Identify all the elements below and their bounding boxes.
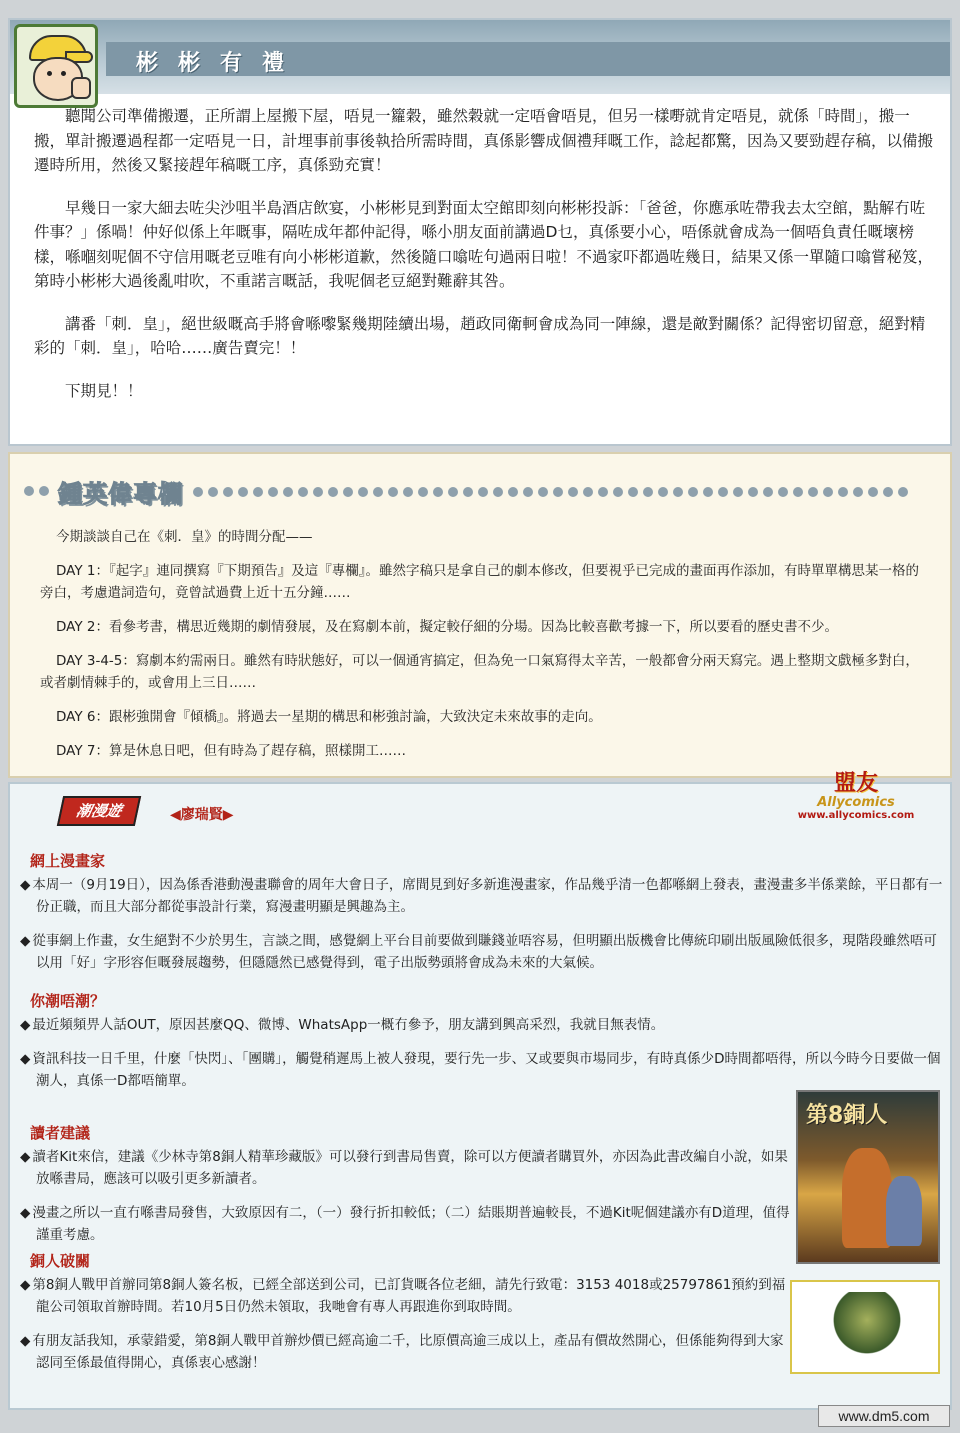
- dot-icon: [193, 487, 203, 497]
- eye-icon: [47, 71, 52, 76]
- eye-icon: [61, 71, 66, 76]
- dot-icon: [703, 487, 713, 497]
- dot-icon: [493, 487, 503, 497]
- dot-icon: [283, 487, 293, 497]
- logo-latin: Allycomics: [817, 795, 895, 810]
- dot-icon: [388, 487, 398, 497]
- dot-icon: [538, 487, 548, 497]
- column-body: [34, 104, 938, 421]
- monk-figure-icon: [842, 1148, 892, 1248]
- dot-icon: [823, 487, 833, 497]
- dot-icon: [268, 487, 278, 497]
- paragraph: DAY 2：看參考書，構思近幾期的劇情發展，及在寫劇本前，擬定較仔細的分場。因為比較喜歡考據一下，所以要看的歷史書不少。: [56, 619, 838, 635]
- book-cover-image: [796, 1090, 940, 1264]
- column-badge: 潮漫遊: [57, 796, 141, 826]
- dot-icon: [568, 487, 578, 497]
- paragraph: DAY 6：跟彬強開會『傾橋』。將過去一星期的構思和彬強討論，大致決定未來故事的走向。: [56, 709, 602, 725]
- dot-icon: [358, 487, 368, 497]
- dot-icon: [793, 487, 803, 497]
- list-item: ◆ 讀者Kit來信，建議《少林寺第8銅人精華珍藏版》可以發行到書局售賣，除可以方便讀者購買外，亦因為此書改編自小說，如果放喺書局，應該可以吸引更多新讀者。: [20, 1146, 790, 1190]
- paragraph: 聽聞公司準備搬遷，正所謂上屋搬下屋，唔見一籮穀，雖然穀就一定唔會唔見，但另一樣嘢就肯定唔見，就係「時間」，搬一搬，單計搬遷過程都一定唔見一日，計埋事前事後執拾所需時間，真係影響成個禮拜嘅工作，諗起都驚，因為又要勁趕存稿，以備搬遷時所用，然後又緊接趕年稿嘅工序，真係勁充實！: [34, 107, 934, 174]
- paragraph: DAY 1：『起字』連同撰寫『下期預告』及這『專欄』。雖然字稿只是拿自己的劇本修改，但要視乎已完成的畫面再作添加，有時單單構思某一格的旁白，考慮遣詞造句，竟曾試過費上近十五分鐘……: [40, 563, 919, 601]
- writer-column-header: [24, 474, 913, 508]
- dot-icon: [673, 487, 683, 497]
- warrior-figure-icon: [832, 1292, 902, 1362]
- paragraph: 今期談談自己在《刺．皇》的時間分配——: [56, 529, 313, 545]
- dot-icon: [838, 487, 848, 497]
- dot-icon: [39, 486, 49, 496]
- group-heading: 銅人破關: [30, 1252, 91, 1270]
- dot-icon: [718, 487, 728, 497]
- dot-icon: [778, 487, 788, 497]
- dot-icon: [508, 487, 518, 497]
- group-heading: 你潮唔潮？: [30, 992, 106, 1010]
- group-online-artists: [20, 850, 948, 986]
- dot-icon: [418, 487, 428, 497]
- group-heading: 讀者建議: [30, 1124, 91, 1142]
- logo-url: www.allycomics.com: [797, 810, 915, 821]
- group-heading: 網上漫畫家: [30, 852, 106, 870]
- hand-icon: [71, 77, 91, 99]
- dot-icon: [523, 487, 533, 497]
- dot-icon: [343, 487, 353, 497]
- dot-icon: [313, 487, 323, 497]
- dot-icon: [24, 486, 34, 496]
- dot-icon: [328, 487, 338, 497]
- list-item: ◆ 從事網上作畫，女生絕對不少於男生，言談之間，感覺網上平台目前要做到賺錢並唔容易，但明顯出版機會比傳統印刷出版風險低很多，現階段雖然唔可以用「好」字形容佢嘅發展趨勢，但隱隱然已感覺得到，電子出版勢頭將會成為未來的大氣候。: [20, 930, 948, 974]
- dot-icon: [253, 487, 263, 497]
- list-item: ◆ 本周一（9月19日），因為係香港動漫畫聯會的周年大會日子，席間見到好多新進漫畫家，作品幾乎清一色都喺網上發表，畫漫畫多半係業餘，平日都有一份正職，而且大部分都從事設計行業，寫漫畫明顯是興趣為主。: [20, 874, 948, 918]
- author-name: ◀廖瑞賢▶: [170, 807, 234, 823]
- dot-icon: [223, 487, 233, 497]
- dot-icon: [748, 487, 758, 497]
- dot-icon: [688, 487, 698, 497]
- paragraph: DAY 3-4-5：寫劇本約需兩日。雖然有時狀態好，可以一個通宵搞定，但為免一口氣寫得太辛苦，一般都會分兩天寫完。遇上整期文戲極多對白，或者劇情棘手的，或會用上三日……: [40, 653, 919, 691]
- list-item: ◆ 漫畫之所以一直冇喺書局發售，大致原因有二，（一）發行折扣較低；（二）結賬期普遍較長，不過Kit呢個建議亦有D道理，值得謹重考慮。: [20, 1202, 790, 1246]
- paragraph: 早幾日一家大細去咗尖沙咀半島酒店飲宴，小彬彬見到對面太空館即刻向彬彬投訴：「爸爸，你應承咗帶我去太空館，點解冇咗件事？」係喎！仲好似係上年嘅事，隔咗成年都仲記得，喺小朋友面前講過D乜，真係要小心，唔係就會成為一個唔負責任嘅壞榜樣，喺嗰刻呢個不守信用嘅老豆唯有向小彬彬道歉，然後隨口噏咗句過兩日啦！不過家吓都過咗幾日，結果又係一單隨口噏嘗秘笈，第時小彬彬大過後亂咁吹，不重諾言嘅話，我呢個老豆絕對難辭其咎。: [34, 198, 934, 290]
- girl-figure-icon: [886, 1176, 922, 1246]
- dot-icon: [208, 487, 218, 497]
- mascot-avatar: [14, 24, 98, 108]
- paragraph: 下期見！！: [65, 381, 143, 400]
- dot-icon: [403, 487, 413, 497]
- dot-icon: [298, 487, 308, 497]
- list-item: ◆ 有朋友話我知，承蒙錯愛，第8銅人戰甲首辦炒價已經高逾二千，比原價高逾三成以上，產品有價故然開心，但係能夠得到大家認同至係最值得開心，真係衷心感謝！: [20, 1330, 796, 1374]
- dot-icon: [238, 487, 248, 497]
- group-reader-suggestion: [20, 1122, 790, 1258]
- dot-icon: [883, 487, 893, 497]
- dot-icon: [658, 487, 668, 497]
- logo-name: 盟友: [833, 771, 878, 796]
- list-item: ◆ 第8銅人戰甲首辦同第8銅人簽名板，已經全部送到公司，已訂貨嘅各位老細，請先行致電：3153 4018或25797861預約到福龍公司領取首辦時間。若10月5日仍然未領取，我哋會有專人再跟進你到取時間。: [20, 1274, 796, 1318]
- dot-icon: [373, 487, 383, 497]
- dot-icon: [463, 487, 473, 497]
- dot-icon: [643, 487, 653, 497]
- writer-column: [8, 452, 952, 778]
- trend-column: [8, 771, 952, 1410]
- figure-card-image: [790, 1280, 940, 1374]
- dot-icon: [808, 487, 818, 497]
- writer-column-body: [40, 526, 928, 774]
- paragraph: DAY 7：算是休息日吧，但有時為了趕存稿，照樣開工……: [56, 743, 406, 759]
- list-item: ◆ 資訊科技一日千里，什麼「快閃」、「團購」，觸覺稍遲馬上被人發現，要行先一步、又或要與市場同步，有時真係少D時間都唔得，所以今時今日要做一個潮人，真係一D都唔簡單。: [20, 1048, 948, 1092]
- dot-icon: [583, 487, 593, 497]
- dot-icon: [628, 487, 638, 497]
- dot-row: [193, 482, 913, 501]
- writer-column-title: 鍾英偉專欄: [58, 479, 183, 508]
- dot-icon: [478, 487, 488, 497]
- dot-icon: [898, 487, 908, 497]
- column-title: 彬彬有禮: [136, 51, 305, 76]
- dot-icon: [553, 487, 563, 497]
- list-item: ◆ 最近頻頻畀人話OUT，原因甚麼QQ、微博、WhatsApp一概冇參予，朋友講到興高采烈，我就目無表情。: [20, 1014, 948, 1036]
- dot-icon: [853, 487, 863, 497]
- dot-icon: [598, 487, 608, 497]
- paragraph: 講番「刺．皇」，絕世級嘅高手將會喺嚟緊幾期陸續出場，趙政同衛軻會成為同一陣線，還是敵對關係？記得密切留意，絕對精彩的「刺．皇」，哈哈……廣告賣完！！: [34, 314, 926, 357]
- publisher-logo: [786, 766, 926, 824]
- dot-icon: [733, 487, 743, 497]
- editor-column: [8, 18, 952, 446]
- site-watermark: www.dm5.com: [818, 1405, 950, 1427]
- group-trendy: [20, 990, 948, 1104]
- dot-icon: [763, 487, 773, 497]
- dot-icon: [448, 487, 458, 497]
- cover-title: 第8銅人: [806, 1103, 888, 1128]
- dot-icon: [433, 487, 443, 497]
- dot-icon: [868, 487, 878, 497]
- dot-icon: [613, 487, 623, 497]
